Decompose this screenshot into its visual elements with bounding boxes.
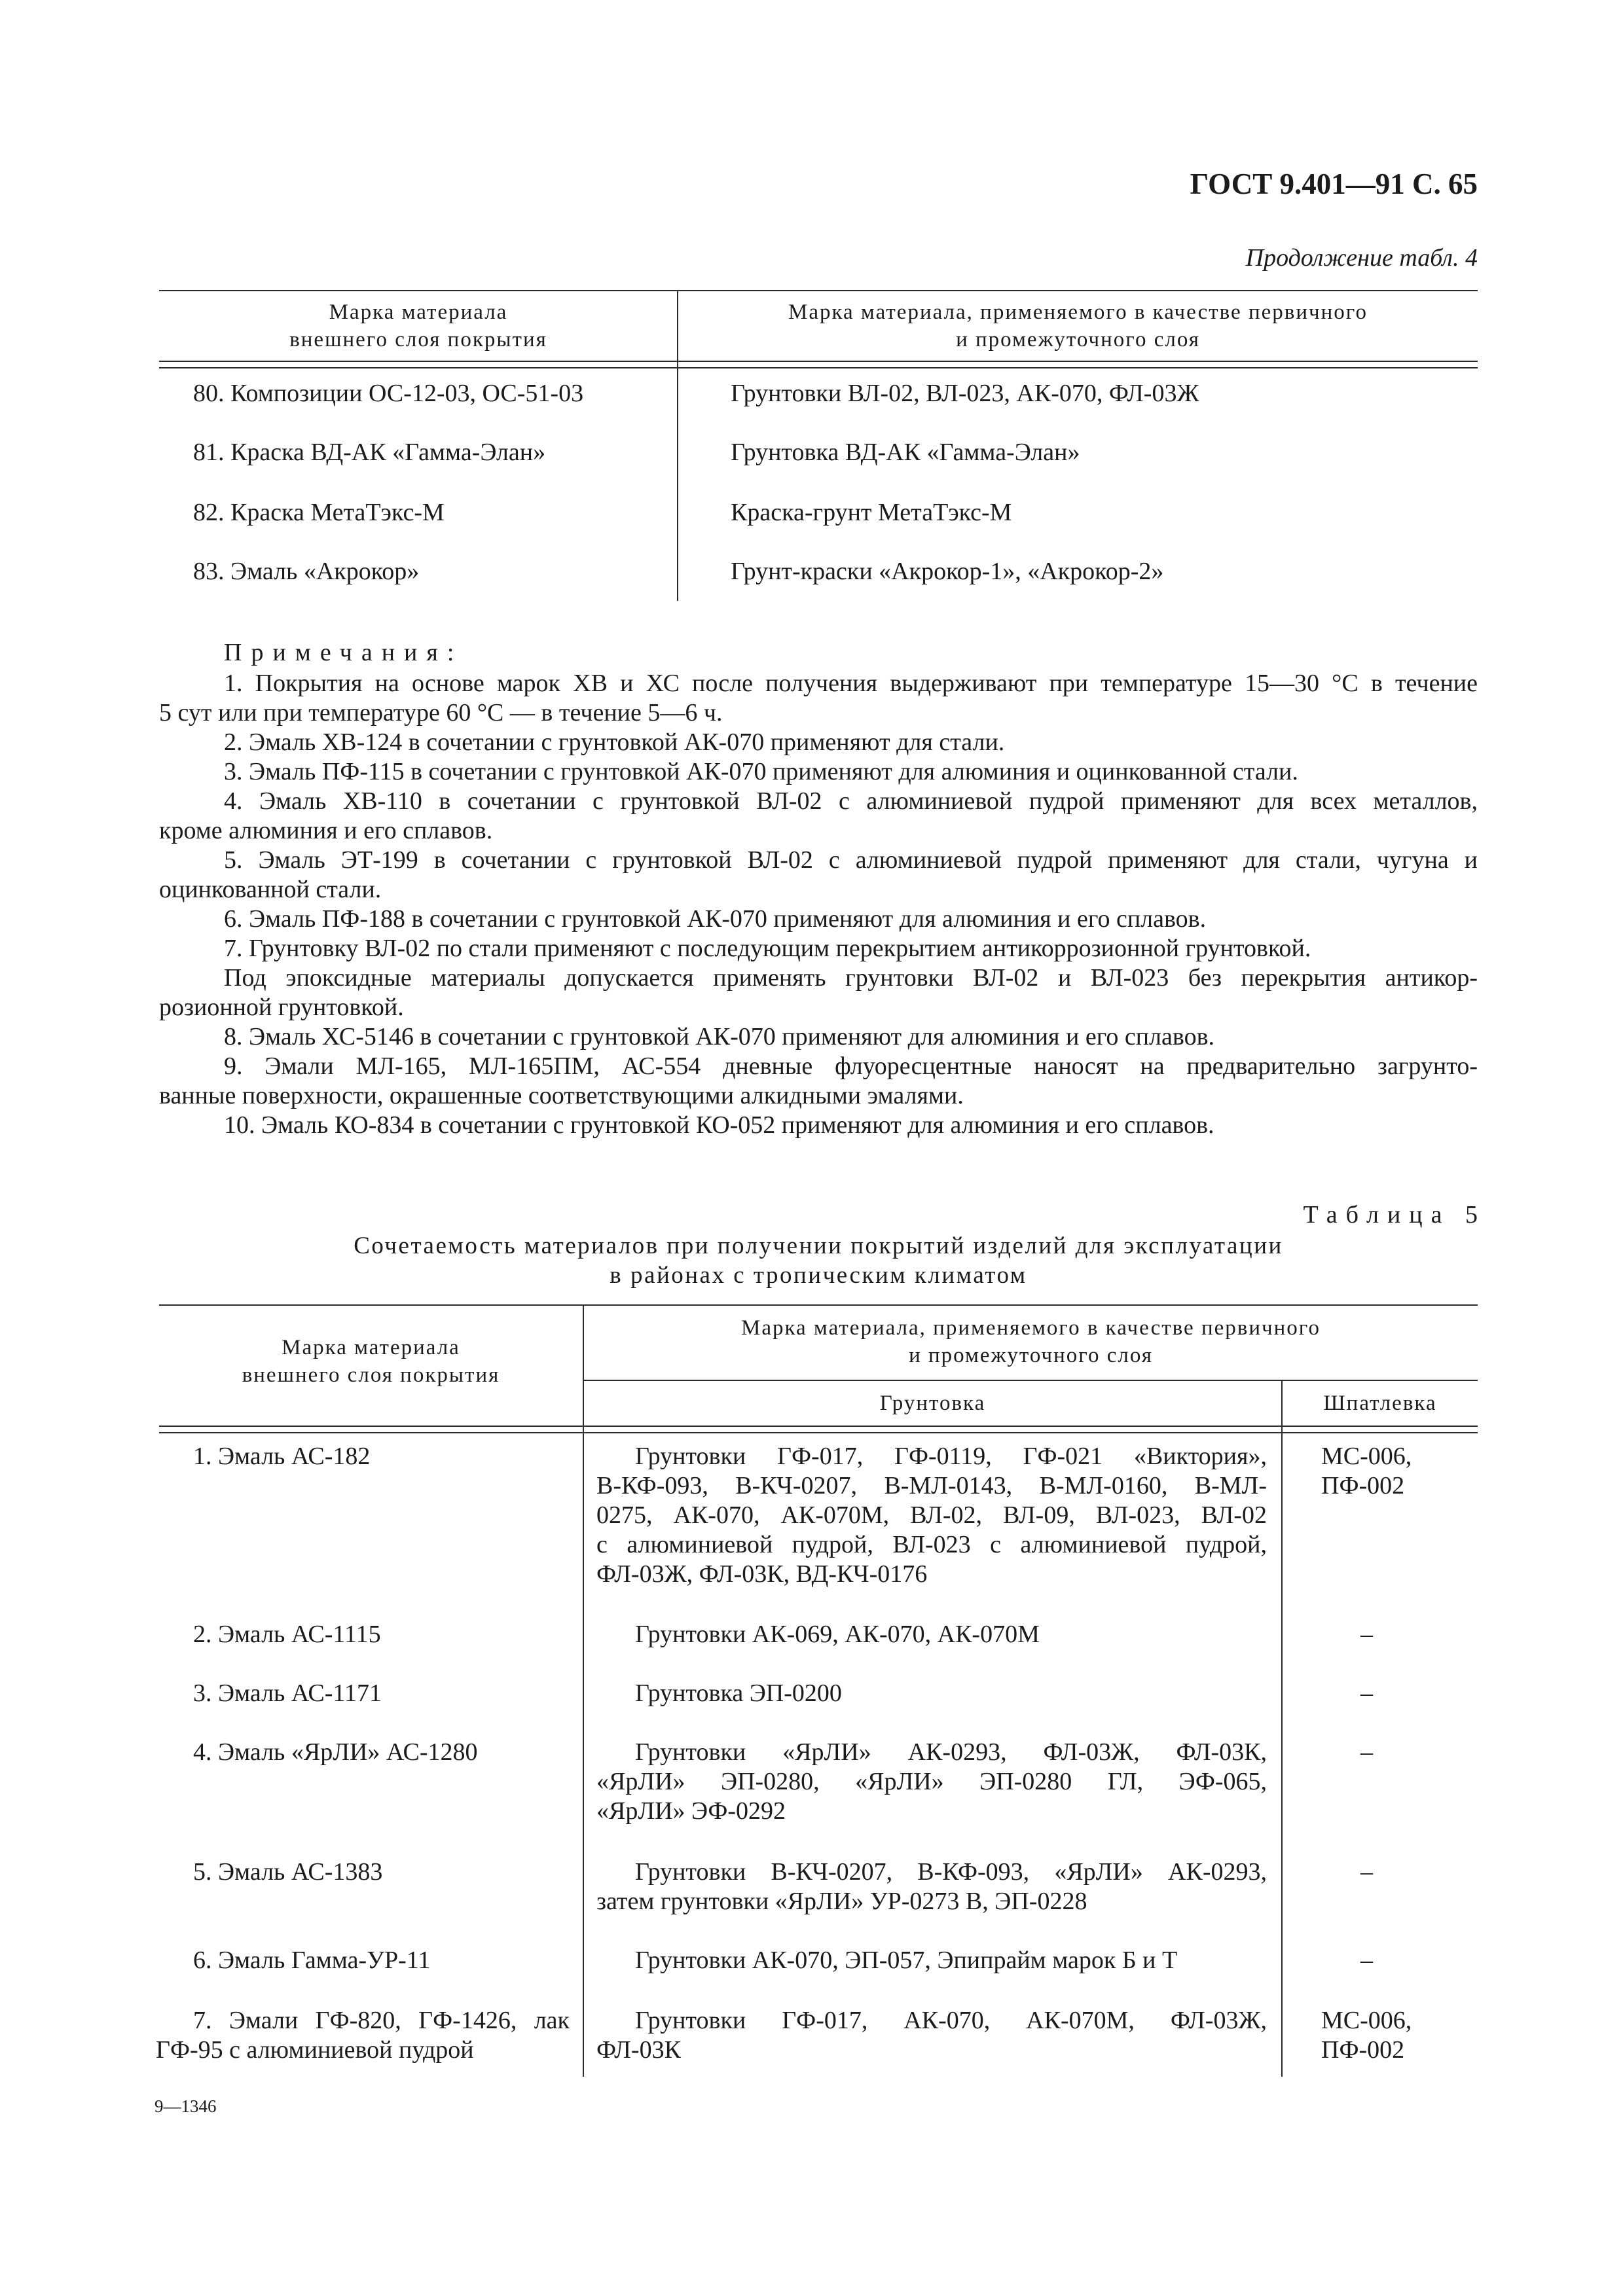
cell-line: Грунтовки АК-069, АК-070, АК-070М (635, 1621, 1040, 1648)
cell-line: 1. Эмаль АС-182 (193, 1443, 371, 1470)
header-line: Марка материала (329, 300, 508, 324)
cell-putty (1321, 1442, 1465, 1501)
cell-line: Грунтовки АК-070, ЭП-057, Эпипрайм марок Б и Т (635, 1946, 1178, 1974)
header-line: внешнего слоя покрытия (289, 328, 547, 351)
notes-list (159, 669, 1478, 1140)
cell-line: 7. Эмали ГФ-820, ГФ-1426, лак (193, 2007, 570, 2034)
cell-material: 82. Краска МетаТэкс-М (193, 499, 445, 526)
title-line: в районах с тропическим климатом (610, 1262, 1027, 1289)
note-line: 1. Покрытия на основе марок ХВ и ХС после получения выдерживают при температуре 15—30 °С в течение (224, 670, 1478, 697)
cell-putty (1321, 1679, 1465, 1708)
note-line: оцинкованной стали. (159, 876, 382, 903)
cell-material: 80. Композиции ОС-12-03, ОС-51-03 (193, 380, 584, 407)
cell-line: 3. Эмаль АС-1171 (193, 1679, 382, 1707)
table-subheader-putty: Шпатлевка (1323, 1391, 1437, 1415)
cell-material (156, 1738, 570, 1767)
cell-primer: Краска-грунт МетаТэкс-М (731, 499, 1012, 526)
cell-material (156, 1620, 570, 1649)
cell-line: 2. Эмаль АС-1115 (193, 1621, 381, 1648)
cell-line: – (1360, 1858, 1373, 1886)
cell-material (156, 2006, 570, 2065)
note-line: 4. Эмаль ХВ-110 в сочетании с грунтовкой ВЛ-02 с алюминиевой пудрой применяют для всех металлов, (224, 787, 1478, 815)
cell-line: МС-006, (1321, 2007, 1412, 2034)
cell-line: ФЛ-03Ж, ФЛ-03К, ВД-КЧ-0176 (596, 1560, 928, 1588)
cell-putty (1321, 1738, 1465, 1767)
table-5-label: Таблица 5 (1303, 1201, 1486, 1229)
cell-line: – (1360, 1679, 1373, 1707)
cell-putty (1321, 1946, 1465, 1975)
cell-line: «ЯрЛИ» ЭФ-0292 (596, 1797, 786, 1825)
note-line: 9. Эмали МЛ-165, МЛ-165ПМ, АС-554 дневные флуоресцентные наносят на предварительно загрунто- (224, 1052, 1478, 1080)
note-line: розионной грунтовкой. (159, 994, 404, 1021)
cell-putty (1321, 1857, 1465, 1887)
note-line: 3. Эмаль ПФ-115 в сочетании с грунтовкой АК-070 применяют для алюминия и оцинкованной стали. (224, 758, 1298, 785)
cell-primer: Грунтовка ВД-АК «Гамма-Элан» (731, 439, 1080, 466)
cell-line: ФЛ-03К (596, 2036, 681, 2064)
note-line: 8. Эмаль ХС-5146 в сочетании с грунтовкой АК-070 применяют для алюминия и его сплавов. (224, 1023, 1215, 1050)
cell-primer (596, 1738, 1267, 1826)
cell-line: 5. Эмаль АС-1383 (193, 1858, 383, 1886)
table-header-double-rule-top (159, 361, 1478, 362)
cell-putty (1321, 2006, 1465, 2065)
table-subheader-primer: Грунтовка (879, 1391, 986, 1415)
cell-putty (1321, 1620, 1465, 1649)
note-line: 5 сут или при температуре 60 °С — в течение 5—6 ч. (159, 699, 723, 726)
table-top-rule (159, 290, 1478, 291)
header-line: Марка материала, применяемого в качестве первичного (788, 300, 1368, 324)
cell-line: «ЯрЛИ» ЭП-0280, «ЯрЛИ» ЭП-0280 ГЛ, ЭФ-065, (596, 1768, 1267, 1795)
table-column-divider (583, 1304, 584, 2077)
cell-material: 81. Краска ВД-АК «Гамма-Элан» (193, 439, 546, 466)
note-line: ванные поверхности, окрашенные соответствующими алкидными эмалями. (159, 1082, 964, 1109)
table-subheader-rule (583, 1380, 1478, 1381)
cell-line: Грунтовки ГФ-017, АК-070, АК-070М, ФЛ-03Ж, (635, 2007, 1267, 2034)
note-line: кроме алюминия и его сплавов. (159, 817, 493, 844)
note-line: 2. Эмаль ХВ-124 в сочетании с грунтовкой АК-070 применяют для стали. (224, 728, 1005, 756)
header-line: Марка материала (282, 1336, 460, 1359)
cell-line: затем грунтовки «ЯрЛИ» УР-0273 В, ЭП-0228 (596, 1888, 1087, 1915)
header-line: Марка материала, применяемого в качестве первичного (741, 1316, 1321, 1340)
cell-primer (596, 1857, 1267, 1916)
cell-line: Грунтовка ЭП-0200 (635, 1679, 842, 1707)
cell-line: Грунтовки В-КЧ-0207, В-КФ-093, «ЯрЛИ» АК-0293, (635, 1858, 1267, 1886)
table-header-primer (678, 298, 1478, 353)
note-line: Под эпоксидные материалы допускается применять грунтовки ВЛ-02 и ВЛ-023 без перекрытия антикор- (224, 964, 1478, 992)
table-header-material (159, 1334, 583, 1389)
table-top-rule (159, 1304, 1478, 1306)
page-header-doc-number: ГОСТ 9.401—91 С. 65 (1190, 168, 1478, 200)
note-line: 6. Эмаль ПФ-188 в сочетании с грунтовкой АК-070 применяют для алюминия и его сплавов. (224, 905, 1207, 933)
cell-primer (596, 1620, 1267, 1649)
cell-line: 0275, АК-070, АК-070М, ВЛ-02, ВЛ-09, ВЛ-023, ВЛ-02 (596, 1501, 1267, 1529)
table-header-double-rule-bottom (159, 367, 1478, 368)
cell-line: В-КФ-093, В-КЧ-0207, В-МЛ-0143, В-МЛ-0160, В-МЛ- (596, 1472, 1267, 1499)
table-header-material (159, 298, 678, 353)
notes-title: Примечания: (224, 639, 464, 666)
cell-line: ПФ-002 (1321, 2036, 1405, 2064)
cell-line: ПФ-002 (1321, 1472, 1405, 1499)
cell-line: Грунтовки ГФ-017, ГФ-0119, ГФ-021 «Виктория», (635, 1443, 1267, 1470)
cell-primer: Грунтовки ВЛ-02, ВЛ-023, АК-070, ФЛ-03Ж (731, 380, 1199, 407)
header-line: и промежуточного слоя (956, 328, 1200, 351)
cell-material: 83. Эмаль «Акрокор» (193, 558, 420, 585)
cell-line: 6. Эмаль Гамма-УР-11 (193, 1946, 431, 1974)
cell-material (156, 1857, 570, 1887)
header-line: внешнего слоя покрытия (242, 1363, 500, 1387)
cell-primer (596, 1679, 1267, 1708)
cell-line: МС-006, (1321, 1443, 1412, 1470)
cell-line: 4. Эмаль «ЯрЛИ» АС-1280 (193, 1738, 478, 1766)
cell-material (156, 1946, 570, 1975)
cell-primer (596, 1946, 1267, 1975)
cell-line: – (1360, 1621, 1373, 1648)
table-5-title (159, 1231, 1478, 1290)
note-line: 10. Эмаль КО-834 в сочетании с грунтовкой КО-052 применяют для алюминия и его сплавов. (224, 1111, 1214, 1139)
cell-material (156, 1679, 570, 1708)
cell-material (156, 1442, 570, 1471)
table-header-primer (584, 1314, 1478, 1369)
table-header-double-rule-bottom (159, 1432, 1478, 1433)
cell-primer: Грунт-краски «Акрокор-1», «Акрокор-2» (731, 558, 1164, 585)
cell-line: с алюминиевой пудрой, ВЛ-023 с алюминиевой пудрой, (596, 1531, 1267, 1558)
cell-line: – (1360, 1946, 1373, 1974)
footer-print-code: 9—1346 (155, 2096, 217, 2116)
table-header-double-rule-top (159, 1426, 1478, 1427)
cell-line: Грунтовки «ЯрЛИ» АК-0293, ФЛ-03Ж, ФЛ-03К, (635, 1738, 1267, 1766)
table-continuation-label: Продолжение табл. 4 (1245, 244, 1478, 272)
title-line: Сочетаемость материалов при получении покрытий изделий для эксплуатации (354, 1232, 1283, 1259)
header-line: и промежуточного слоя (909, 1344, 1153, 1367)
cell-line: ГФ-95 с алюминиевой пудрой (156, 2036, 474, 2064)
cell-line: – (1360, 1738, 1373, 1766)
note-line: 5. Эмаль ЭТ-199 в сочетании с грунтовкой ВЛ-02 с алюминиевой пудрой применяют для стали, чугуна и (224, 846, 1478, 874)
cell-primer (596, 1442, 1267, 1589)
cell-primer (596, 2006, 1267, 2065)
table-column-divider (1281, 1380, 1283, 2077)
note-line: 7. Грунтовку ВЛ-02 по стали применяют с последующим перекрытием антикоррозионной грунтовкой. (224, 935, 1311, 962)
